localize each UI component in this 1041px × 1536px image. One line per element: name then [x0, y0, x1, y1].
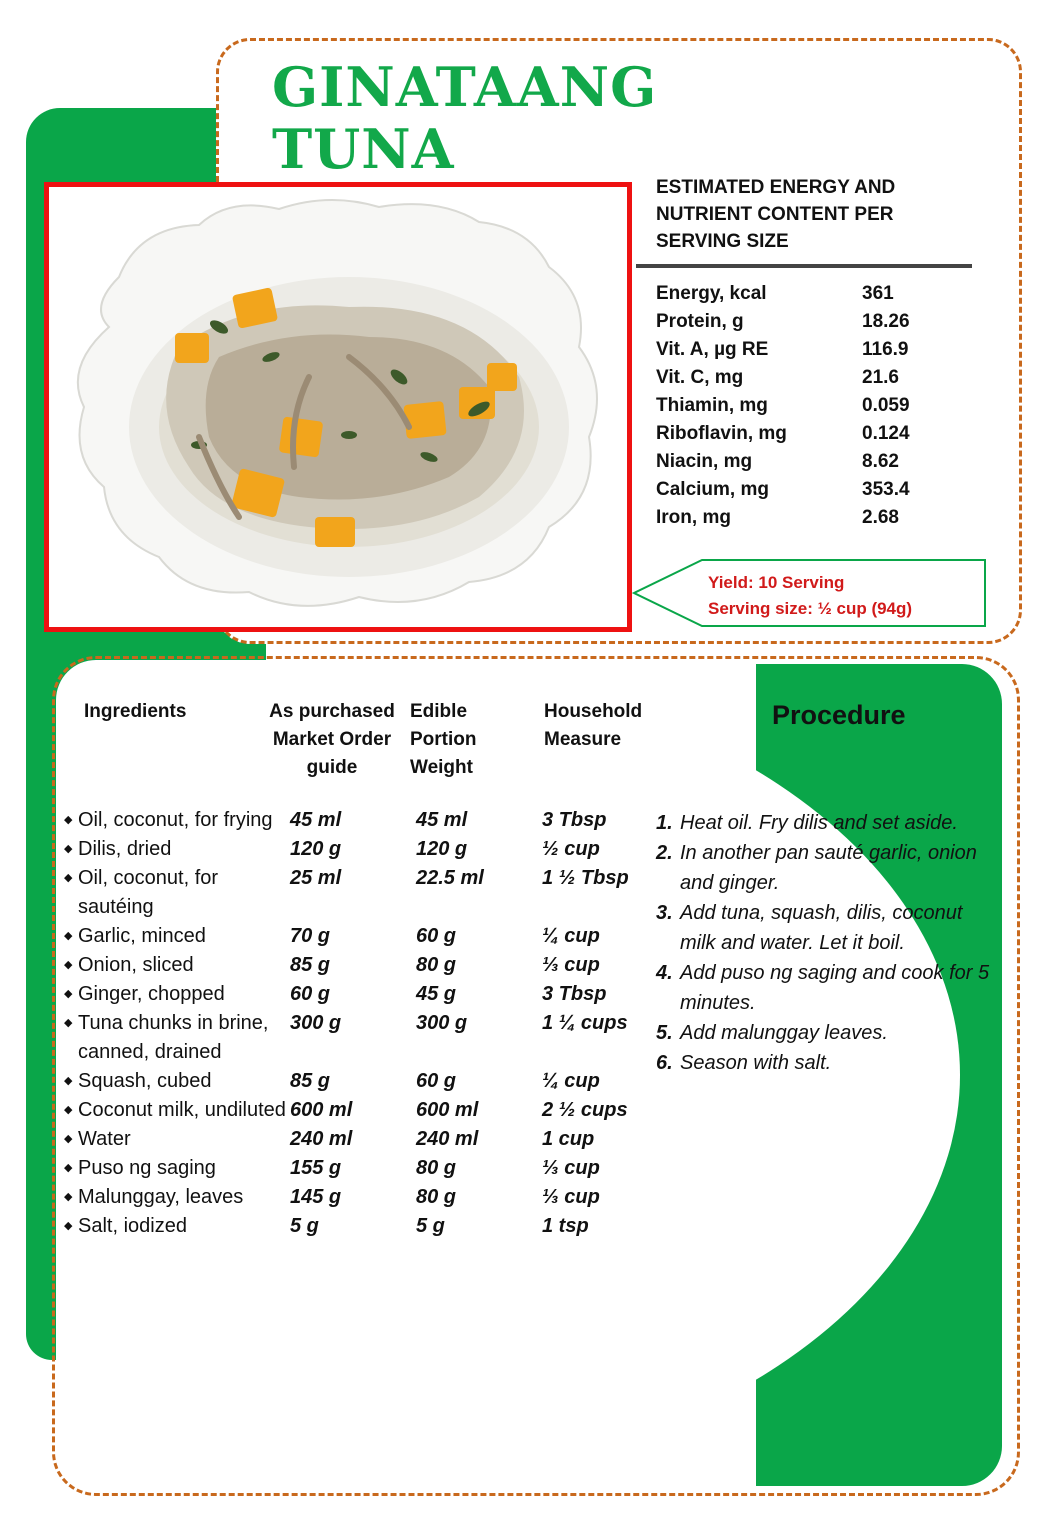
- ingredient-as-purchased: 120 g: [290, 838, 342, 860]
- nutrient-name: Vit. A, µg RE: [656, 339, 769, 360]
- procedure-step: [656, 958, 996, 1018]
- ingredient-name: ◆ Coconut milk, undiluted: [62, 1096, 290, 1125]
- ingredient-name: ◆ Oil, coconut, for sautéing: [62, 864, 290, 922]
- procedure-title: Procedure: [772, 700, 906, 730]
- step-text: In another pan sauté garlic, onion and ginger.: [680, 842, 977, 894]
- step-text: Season with salt.: [680, 1052, 832, 1074]
- ingredient-as-purchased: 70 g: [290, 925, 331, 947]
- procedure-step: [656, 898, 996, 958]
- step-number: 5.: [656, 1022, 673, 1044]
- nutrient-value: 0.059: [862, 395, 910, 416]
- ingredient-row: [62, 1067, 662, 1096]
- ingredient-household: ⅓ cup: [542, 1186, 600, 1208]
- ingredient-as-purchased: 85 g: [290, 1070, 331, 1092]
- procedure-step: [656, 1018, 996, 1048]
- ingredient-as-purchased: 45 ml: [290, 809, 342, 831]
- nutrient-table: [656, 280, 910, 532]
- nutrient-row: [656, 504, 910, 532]
- step-text: Add puso ng saging and cook for 5 minutes.: [680, 962, 990, 1014]
- nutrient-row: [656, 392, 910, 420]
- ingredient-as-purchased: 60 g: [290, 983, 331, 1005]
- nutrient-value: 18.26: [862, 311, 910, 332]
- step-text: Add tuna, squash, dilis, coconut milk and water. Let it boil.: [680, 902, 963, 954]
- ingredient-household: ⅓ cup: [542, 954, 600, 976]
- ingredient-as-purchased: 25 ml: [290, 867, 342, 889]
- nutrient-name: Riboflavin, mg: [656, 423, 787, 444]
- procedure-step: [656, 808, 996, 838]
- nutrient-heading: ESTIMATED ENERGY AND NUTRIENT CONTENT PER SERVING SIZE: [656, 177, 896, 252]
- step-number: 6.: [656, 1052, 673, 1074]
- ingredient-row: [62, 806, 662, 835]
- ingredient-name: ◆ Ginger, chopped: [62, 980, 290, 1009]
- ingredient-edible-portion: 5 g: [416, 1215, 445, 1237]
- ingredient-row: [62, 864, 662, 922]
- yield-value: Yield: 10 Serving: [708, 573, 845, 592]
- ingredient-edible-portion: 60 g: [416, 1070, 457, 1092]
- ingredient-household: ¼ cup: [542, 925, 600, 947]
- nutrient-value: 353.4: [862, 479, 910, 500]
- nutrient-divider: [636, 264, 972, 268]
- ingredient-name: ◆ Puso ng saging: [62, 1154, 290, 1183]
- ingredient-household: 3 Tbsp: [542, 983, 607, 1005]
- ingredient-household: ½ cup: [542, 838, 600, 860]
- nutrient-name: Protein, g: [656, 311, 744, 332]
- step-number: 3.: [656, 902, 673, 924]
- ingredient-name: ◆ Malunggay, leaves: [62, 1183, 290, 1212]
- ingredient-edible-portion: 60 g: [416, 925, 457, 947]
- serving-size: Serving size: ½ cup (94g): [708, 599, 913, 618]
- ingredient-name: ◆ Onion, sliced: [62, 951, 290, 980]
- dish-illustration: [49, 187, 627, 627]
- header-edible-portion: Edible Portion Weight: [410, 701, 477, 778]
- ingredient-edible-portion: 600 ml: [416, 1099, 479, 1121]
- title-line-2: TUNA: [272, 117, 455, 181]
- title-line-1: GINATAANG: [272, 55, 658, 119]
- procedure-step: [656, 838, 996, 898]
- nutrient-value: 21.6: [862, 367, 899, 388]
- ingredient-row: [62, 1009, 662, 1067]
- nutrient-value: 361: [862, 283, 894, 304]
- ingredient-edible-portion: 300 g: [416, 1012, 468, 1034]
- ingredient-household: 2 ½ cups: [542, 1099, 628, 1121]
- nutrient-row: [656, 420, 910, 448]
- ingredient-edible-portion: 240 ml: [416, 1128, 479, 1150]
- nutrient-name: Niacin, mg: [656, 451, 753, 472]
- nutrient-value: 116.9: [862, 339, 909, 360]
- ingredient-edible-portion: 45 g: [416, 983, 457, 1005]
- nutrient-row: [656, 364, 910, 392]
- ingredient-row: [62, 980, 662, 1009]
- nutrient-value: 8.62: [862, 451, 899, 472]
- step-number: 2.: [656, 842, 673, 864]
- step-text: Heat oil. Fry dilis and set aside.: [680, 812, 958, 834]
- procedure-steps: [656, 808, 996, 1078]
- ingredient-name: ◆ Salt, iodized: [62, 1212, 290, 1241]
- nutrient-row: [656, 336, 910, 364]
- nutrient-row: [656, 476, 910, 504]
- nutrient-row: [656, 308, 910, 336]
- ingredient-household: 1 ¼ cups: [542, 1012, 628, 1034]
- nutrient-row: [656, 280, 910, 308]
- nutrient-value: 0.124: [862, 423, 910, 444]
- ingredient-household: 1 cup: [542, 1128, 595, 1150]
- nutrient-name: Energy, kcal: [656, 283, 767, 304]
- ingredient-name: ◆ Squash, cubed: [62, 1067, 290, 1096]
- ingredient-row: [62, 1125, 662, 1154]
- ingredient-list: [62, 806, 662, 1241]
- ingredient-row: [62, 951, 662, 980]
- ingredient-name: ◆ Dilis, dried: [62, 835, 290, 864]
- ingredient-edible-portion: 80 g: [416, 1186, 457, 1208]
- procedure-step: [656, 1048, 996, 1078]
- ingredient-as-purchased: 240 ml: [290, 1128, 353, 1150]
- ingredient-household: ¼ cup: [542, 1070, 600, 1092]
- nutrient-name: Iron, mg: [656, 507, 731, 528]
- ingredient-as-purchased: 600 ml: [290, 1099, 353, 1121]
- ingredient-name: ◆ Oil, coconut, for frying: [62, 806, 290, 835]
- ingredient-edible-portion: 80 g: [416, 954, 457, 976]
- header-as-purchased: As purchased Market Order guide: [269, 701, 395, 778]
- ingredient-name: ◆ Garlic, minced: [62, 922, 290, 951]
- ingredient-row: [62, 1154, 662, 1183]
- nutrient-value: 2.68: [862, 507, 899, 528]
- dish-photo: [44, 182, 632, 632]
- ingredient-edible-portion: 45 ml: [416, 809, 468, 831]
- ingredient-edible-portion: 80 g: [416, 1157, 457, 1179]
- yield-text: [708, 570, 912, 622]
- ingredient-row: [62, 1096, 662, 1125]
- ingredient-edible-portion: 120 g: [416, 838, 468, 860]
- step-number: 4.: [656, 962, 673, 984]
- ingredient-row: [62, 1183, 662, 1212]
- ingredient-as-purchased: 85 g: [290, 954, 331, 976]
- nutrient-name: Calcium, mg: [656, 479, 769, 500]
- ingredient-row: [62, 835, 662, 864]
- ingredient-as-purchased: 300 g: [290, 1012, 342, 1034]
- nutrient-row: [656, 448, 910, 476]
- ingredient-household: 1 tsp: [542, 1215, 589, 1237]
- ingredient-as-purchased: 5 g: [290, 1215, 319, 1237]
- ingredient-as-purchased: 155 g: [290, 1157, 342, 1179]
- nutrient-name: Vit. C, mg: [656, 367, 744, 388]
- header-ingredients: Ingredients: [84, 701, 187, 722]
- step-number: 1.: [656, 812, 673, 834]
- ingredient-household: 3 Tbsp: [542, 809, 607, 831]
- step-text: Add malunggay leaves.: [680, 1022, 888, 1044]
- ingredient-name: ◆ Water: [62, 1125, 290, 1154]
- ingredient-edible-portion: 22.5 ml: [416, 867, 484, 889]
- nutrient-name: Thiamin, mg: [656, 395, 768, 416]
- ingredient-as-purchased: 145 g: [290, 1186, 342, 1208]
- ingredient-row: [62, 1212, 662, 1241]
- ingredient-name: ◆ Tuna chunks in brine, canned, drained: [62, 1009, 290, 1067]
- yield-callout: [632, 558, 988, 628]
- ingredient-household: ⅓ cup: [542, 1157, 600, 1179]
- recipe-title: [272, 56, 657, 180]
- ingredient-household: 1 ½ Tbsp: [542, 867, 629, 889]
- ingredient-row: [62, 922, 662, 951]
- header-household-measure: Household Measure: [544, 701, 643, 750]
